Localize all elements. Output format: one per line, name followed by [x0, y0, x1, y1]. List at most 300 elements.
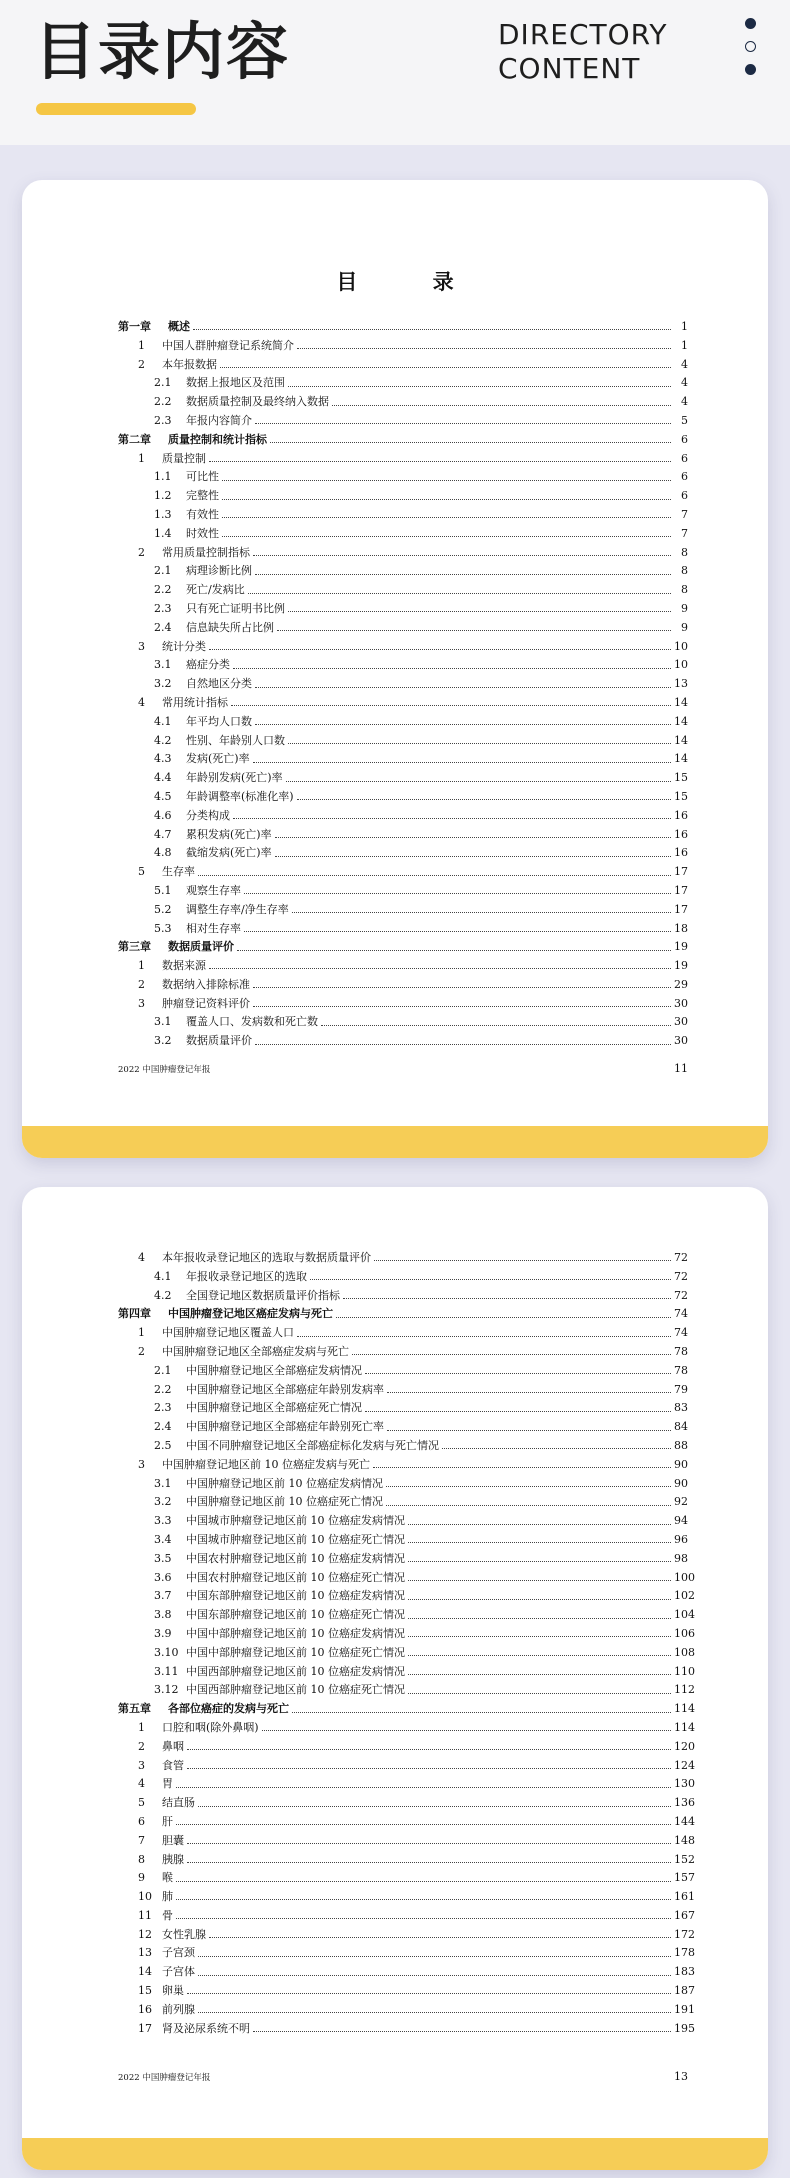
toc-entry-number: 5 [138, 865, 145, 879]
toc-entry-title: 有效性 [186, 507, 219, 521]
toc-entry-page: 6 [681, 470, 688, 484]
toc-entry-number: 3.2 [154, 677, 172, 691]
toc-entry-page: 106 [674, 1626, 695, 1640]
toc-entry [118, 1757, 695, 1776]
toc-dot-leader [231, 704, 671, 706]
toc-entry-page: 144 [674, 1814, 695, 1828]
toc-entry-number: 15 [138, 1984, 152, 1998]
toc-page-card-1 [22, 180, 768, 1158]
toc-entry [118, 412, 688, 431]
toc-dot-leader [193, 328, 671, 330]
toc-dot-leader [387, 1429, 671, 1431]
toc-entry-title: 中国人群肿瘤登记系统简介 [162, 338, 294, 352]
toc-entry-page: 157 [674, 1871, 695, 1885]
toc-dot-leader [275, 855, 671, 857]
toc-dot-leader [408, 1560, 671, 1562]
toc-entry-number: 4.1 [154, 1269, 172, 1283]
toc-dot-leader [387, 1391, 671, 1393]
toc-entry-number: 1 [138, 1326, 145, 1340]
toc-entry [118, 675, 688, 694]
toc-entry [118, 1851, 695, 1870]
toc-entry-title: 本年报收录登记地区的选取与数据质量评价 [162, 1251, 371, 1264]
toc-entry [118, 1268, 688, 1287]
toc-entry-title: 自然地区分类 [186, 677, 252, 691]
toc-entry-title: 分类构成 [186, 808, 230, 822]
toc-entry-title: 质量控制 [162, 451, 206, 465]
toc-dot-leader [237, 949, 671, 951]
toc-entry-title: 子宫体 [162, 1965, 195, 1979]
toc-entry [118, 1569, 695, 1588]
toc-entry-title: 胆囊 [162, 1833, 184, 1847]
toc-entry [118, 1362, 688, 1381]
toc-dot-leader [187, 1861, 671, 1863]
toc-entry-page: 17 [674, 883, 688, 897]
toc-entry [118, 562, 688, 581]
toc-entry-page: 114 [674, 1702, 695, 1716]
toc-entry [118, 1869, 695, 1888]
toc-entry [118, 1982, 695, 2001]
toc-entry-page: 110 [674, 1664, 695, 1678]
toc-dot-leader [255, 686, 671, 688]
page-title: 目录内容 [34, 15, 291, 88]
toc-entry-title: 癌症分类 [186, 658, 230, 672]
toc-dot-leader [248, 592, 671, 594]
toc-dot-leader [292, 1711, 671, 1713]
toc-entry-title: 相对生存率 [186, 921, 241, 935]
toc-entry-title: 数据上报地区及范围 [186, 376, 285, 390]
toc-entry-number: 2.2 [154, 395, 172, 409]
toc-entry-page: 30 [674, 996, 688, 1010]
toc-entry-title: 性别、年龄别人口数 [186, 733, 285, 747]
toc-entry-page: 178 [674, 1946, 695, 1960]
toc-entry [118, 656, 688, 675]
toc-entry [118, 1963, 695, 1982]
toc-entry-page: 14 [674, 714, 688, 728]
toc-dot-leader [222, 479, 671, 481]
toc-entry-title: 数据质量评价 [186, 1034, 252, 1048]
toc-entry-page: 92 [674, 1495, 688, 1509]
toc-entry [118, 393, 688, 412]
toc-dot-leader [220, 366, 671, 368]
toc-heading: 目 录 [336, 270, 488, 294]
toc-entry [118, 1013, 688, 1032]
toc-entry-number: 4.7 [154, 827, 172, 841]
toc-entry [118, 788, 688, 807]
toc-dot-leader [198, 1805, 671, 1807]
toc-entry-title: 生存率 [162, 865, 195, 879]
toc-entry-page: 72 [674, 1269, 688, 1283]
toc-entry-page: 30 [674, 1015, 688, 1029]
toc-dot-leader [336, 1316, 671, 1318]
toc-entry-page: 72 [674, 1288, 688, 1302]
toc-entry-page: 104 [674, 1608, 695, 1622]
toc-dot-leader [222, 535, 671, 537]
toc-entry-title: 中国东部肿瘤登记地区前 10 位癌症死亡情况 [186, 1608, 405, 1622]
toc-entry-title: 肺 [162, 1890, 173, 1904]
toc-entry [118, 1512, 688, 1531]
toc-dot-leader [176, 1898, 671, 1900]
toc-entry-number: 3.1 [154, 658, 172, 672]
toc-dot-leader [297, 1335, 671, 1337]
toc-entry [118, 1287, 688, 1306]
toc-entry-title: 年龄调整率(标准化率) [186, 789, 294, 803]
toc-entry-number: 1 [138, 338, 145, 352]
toc-entry-number: 3.5 [154, 1551, 172, 1565]
toc-entry [118, 1587, 695, 1606]
toc-entry [118, 844, 688, 863]
toc-dot-leader [253, 554, 671, 556]
toc-entry-title: 各部位癌症的发病与死亡 [168, 1702, 289, 1716]
toc-entry [118, 1775, 695, 1794]
toc-dot-leader [255, 573, 671, 575]
toc-dot-leader [332, 404, 671, 406]
toc-entry-number: 8 [138, 1852, 145, 1866]
toc-dot-leader [187, 1992, 671, 1994]
toc-entry-page: 195 [674, 2021, 695, 2035]
toc-dot-leader [209, 967, 671, 969]
toc-dot-leader [343, 1297, 671, 1299]
toc-entry-title: 中国肿瘤登记地区全部癌症发病与死亡 [162, 1344, 349, 1358]
toc-dot-leader [253, 1005, 671, 1007]
toc-entry-title: 中国农村肿瘤登记地区前 10 位癌症发病情况 [186, 1551, 405, 1565]
toc-entry-number: 2.3 [154, 1401, 172, 1415]
toc-entry-number: 4.5 [154, 789, 172, 803]
toc-entry [118, 1719, 695, 1738]
toc-dot-leader [262, 1729, 671, 1731]
toc-entry-number: 3.12 [154, 1683, 179, 1697]
toc-entry-page: 9 [681, 601, 688, 615]
toc-dot-leader [198, 1955, 671, 1957]
toc-entry [118, 920, 688, 939]
toc-entry [118, 374, 688, 393]
toc-entry-page: 78 [674, 1344, 688, 1358]
toc-dot-leader [408, 1541, 671, 1543]
toc-entry [118, 356, 688, 375]
toc-entry-number: 14 [138, 1965, 152, 1979]
toc-entry-page: 114 [674, 1720, 695, 1734]
toc-dot-leader [386, 1504, 671, 1506]
toc-entry-title: 常用统计指标 [162, 695, 228, 709]
toc-entry-title: 时效性 [186, 526, 219, 540]
toc-entry-number: 6 [138, 1814, 145, 1828]
toc-entry-title: 女性乳腺 [162, 1927, 206, 1941]
toc-entry [118, 1794, 695, 1813]
toc-entry-title: 中国肿瘤登记地区全部癌症发病情况 [186, 1363, 362, 1377]
toc-entry [118, 468, 688, 487]
toc-entry-number: 5.1 [154, 883, 172, 897]
toc-entry-title: 可比性 [186, 470, 219, 484]
toc-entry-title: 年平均人口数 [186, 714, 252, 728]
toc-chapter-entry [118, 1700, 695, 1719]
toc-dot-leader [408, 1617, 671, 1619]
page-footer [118, 2070, 688, 2083]
page-title-english [498, 18, 667, 86]
toc-entry-page: 152 [674, 1852, 695, 1866]
toc-entry-page: 13 [674, 677, 688, 691]
toc-entry [118, 1456, 688, 1475]
toc-entry-title: 中国东部肿瘤登记地区前 10 位癌症发病情况 [186, 1589, 405, 1603]
toc-entry [118, 995, 688, 1014]
toc-entry-title: 死亡/发病比 [186, 583, 245, 597]
toc-dot-leader [408, 1579, 671, 1581]
toc-entry-title: 年报内容简介 [186, 413, 252, 427]
toc-dot-leader [386, 1485, 671, 1487]
toc-dot-leader [198, 874, 671, 876]
toc-entry-title: 本年报数据 [162, 357, 217, 371]
toc-dot-leader [198, 2011, 671, 2013]
toc-entry-title: 数据纳入排除标准 [162, 977, 250, 991]
toc-list [118, 1249, 695, 2038]
toc-entry-page: 88 [674, 1438, 688, 1452]
toc-entry-number: 2.4 [154, 620, 172, 634]
toc-entry-page: 10 [674, 639, 688, 653]
toc-entry [118, 1531, 688, 1550]
toc-entry-page: 78 [674, 1363, 688, 1377]
toc-entry-title: 中国肿瘤登记地区全部癌症死亡情况 [186, 1401, 362, 1415]
toc-entry-title: 胃 [162, 1777, 173, 1791]
toc-entry-title: 信息缺失所占比例 [186, 620, 274, 634]
toc-entry-page: 18 [674, 921, 688, 935]
toc-dot-leader [374, 1259, 671, 1261]
toc-entry-page: 94 [674, 1514, 688, 1528]
toc-entry-number: 13 [138, 1946, 152, 1960]
toc-entry-title: 年龄别发病(死亡)率 [186, 771, 283, 785]
toc-entry [118, 1249, 688, 1268]
toc-entry-page: 4 [681, 357, 688, 371]
toc-entry-page: 19 [674, 959, 688, 973]
toc-dot-leader [244, 930, 671, 932]
toc-entry-title: 概述 [168, 320, 190, 333]
toc-entry-number: 2.1 [154, 376, 172, 390]
toc-entry-title: 完整性 [186, 489, 219, 503]
toc-entry [118, 769, 688, 788]
toc-entry-page: 183 [674, 1965, 695, 1979]
toc-entry-title: 中国中部肿瘤登记地区前 10 位癌症发病情况 [186, 1626, 405, 1640]
toc-entry-page: 17 [674, 865, 688, 879]
toc-entry-title: 中国肿瘤登记地区前 10 位癌症死亡情况 [186, 1495, 383, 1509]
toc-entry-number: 2 [138, 1344, 145, 1358]
toc-entry-title: 只有死亡证明书比例 [186, 601, 285, 615]
dot-filled-icon [745, 18, 756, 29]
toc-entry-page: 136 [674, 1796, 695, 1810]
toc-dot-leader [408, 1635, 671, 1637]
toc-entry-number: 4.4 [154, 771, 172, 785]
toc-dot-leader [408, 1654, 671, 1656]
toc-entry-page: 14 [674, 733, 688, 747]
toc-entry-title: 截缩发病(死亡)率 [186, 846, 272, 860]
toc-entry-page: 17 [674, 902, 688, 916]
toc-entry-page: 9 [681, 620, 688, 634]
toc-entry-title: 累积发病(死亡)率 [186, 827, 272, 841]
toc-entry-page: 90 [674, 1476, 688, 1490]
toc-dot-leader [270, 441, 671, 443]
toc-dot-leader [275, 836, 671, 838]
toc-dot-leader [321, 1024, 671, 1026]
toc-entry-number: 1.1 [154, 470, 172, 484]
toc-entry-page: 120 [674, 1739, 695, 1753]
toc-chapter-entry [118, 318, 688, 337]
toc-dot-leader [408, 1523, 671, 1525]
toc-entry-number: 4.1 [154, 714, 172, 728]
toc-entry-page: 167 [674, 1908, 695, 1922]
toc-entry-number: 3.6 [154, 1570, 172, 1584]
toc-page-card-2 [22, 1187, 768, 2170]
toc-entry-title: 中国城市肿瘤登记地区前 10 位癌症发病情况 [186, 1514, 405, 1528]
toc-dot-leader [365, 1372, 671, 1374]
toc-entry-number: 3.7 [154, 1589, 172, 1603]
toc-entry-title: 常用质量控制指标 [162, 545, 250, 559]
toc-entry-page: 16 [674, 846, 688, 860]
toc-entry [118, 713, 688, 732]
toc-dot-leader [297, 798, 671, 800]
toc-entry-page: 191 [674, 2002, 695, 2016]
toc-entry-number: 2 [138, 545, 145, 559]
toc-dot-leader [310, 1278, 671, 1280]
toc-entry-page: 6 [681, 489, 688, 503]
toc-entry-title: 中国肿瘤登记地区全部癌症年龄别死亡率 [186, 1420, 384, 1434]
toc-entry-number: 7 [138, 1833, 145, 1847]
toc-dot-leader [222, 498, 671, 500]
toc-entry [118, 1813, 695, 1832]
toc-dot-leader [253, 986, 671, 988]
toc-entry-number: 3.2 [154, 1495, 172, 1509]
toc-entry-number: 2.1 [154, 1363, 172, 1377]
toc-entry-number: 10 [138, 1890, 152, 1904]
toc-entry [118, 807, 688, 826]
toc-entry-page: 4 [681, 395, 688, 409]
toc-entry [118, 901, 688, 920]
toc-entry-number: 4.2 [154, 733, 172, 747]
toc-entry-number: 3.10 [154, 1645, 179, 1659]
toc-entry-page: 98 [674, 1551, 688, 1565]
toc-entry [118, 1681, 695, 1700]
toc-entry-number: 1 [138, 1720, 145, 1734]
toc-entry [118, 487, 688, 506]
toc-entry [118, 619, 688, 638]
toc-entry [118, 1644, 695, 1663]
toc-entry-page: 84 [674, 1420, 688, 1434]
toc-chapter-entry [118, 431, 688, 450]
footer-book-title: 2022 中国肿瘤登记年报 [118, 1065, 211, 1075]
toc-entry-number: 3.3 [154, 1514, 172, 1528]
toc-entry [118, 1663, 695, 1682]
page-header [0, 0, 790, 145]
toc-dot-leader [373, 1466, 671, 1468]
toc-entry-page: 16 [674, 808, 688, 822]
toc-entry-number: 3 [138, 639, 145, 653]
toc-entry-number: 5.3 [154, 921, 172, 935]
toc-entry-number: 2.2 [154, 583, 172, 597]
toc-entry-title: 观察生存率 [186, 883, 241, 897]
toc-entry-title: 中国西部肿瘤登记地区前 10 位癌症发病情况 [186, 1664, 405, 1678]
toc-entry [118, 863, 688, 882]
toc-entry [118, 1437, 688, 1456]
toc-entry-number: 11 [138, 1908, 152, 1922]
toc-entry-page: 6 [681, 451, 688, 465]
toc-dot-leader [187, 1767, 671, 1769]
toc-entry-page: 96 [674, 1532, 688, 1546]
toc-entry-number: 3 [138, 1758, 145, 1772]
toc-entry-number: 9 [138, 1871, 145, 1885]
toc-entry-number: 2.3 [154, 601, 172, 615]
toc-entry [118, 506, 688, 525]
toc-entry-page: 108 [674, 1645, 695, 1659]
toc-entry-page: 130 [674, 1777, 695, 1791]
toc-dot-leader [253, 761, 671, 763]
toc-entry [118, 1606, 695, 1625]
toc-entry-number: 2.3 [154, 413, 172, 427]
toc-dot-leader [176, 1823, 671, 1825]
toc-entry-title: 全国登记地区数据质量评价指标 [186, 1288, 340, 1302]
toc-dot-leader [176, 1917, 671, 1919]
toc-entry [118, 1926, 695, 1945]
toc-entry-title: 数据质量评价 [168, 940, 234, 954]
toc-entry-number: 1 [138, 959, 145, 973]
toc-dot-leader [255, 723, 671, 725]
toc-entry-title: 喉 [162, 1871, 173, 1885]
toc-entry [118, 1399, 688, 1418]
toc-entry-title: 统计分类 [162, 639, 206, 653]
toc-entry-number: 4.2 [154, 1288, 172, 1302]
toc-entry-number: 第三章 [118, 940, 151, 954]
toc-entry-page: 4 [681, 376, 688, 390]
toc-entry [118, 1944, 695, 1963]
toc-entry-page: 19 [674, 940, 688, 954]
toc-dot-leader [288, 385, 671, 387]
toc-dot-leader [277, 629, 671, 631]
toc-dot-leader [187, 1842, 671, 1844]
toc-entry-page: 14 [674, 695, 688, 709]
toc-entry-page: 124 [674, 1758, 695, 1772]
toc-entry [118, 1550, 688, 1569]
toc-entry-number: 2 [138, 1739, 145, 1753]
toc-entry-page: 79 [674, 1382, 688, 1396]
toc-entry-number: 16 [138, 2002, 152, 2016]
toc-entry-page: 15 [674, 789, 688, 803]
dot-filled-icon [745, 64, 756, 75]
toc-entry-number: 17 [138, 2021, 152, 2035]
toc-dot-leader [176, 1786, 671, 1788]
toc-chapter-entry [118, 938, 688, 957]
toc-entry-number: 2.2 [154, 1382, 172, 1396]
toc-dot-leader [209, 1936, 671, 1938]
toc-entry-title: 中国不同肿瘤登记地区全部癌症标化发病与死亡情况 [186, 1438, 439, 1452]
toc-entry-page: 148 [674, 1833, 695, 1847]
toc-entry-page: 10 [674, 658, 688, 672]
toc-entry-page: 74 [674, 1326, 688, 1340]
toc-entry-title: 中国城市肿瘤登记地区前 10 位癌症死亡情况 [186, 1532, 405, 1546]
toc-entry [118, 976, 688, 995]
toc-entry [118, 337, 688, 356]
toc-dot-leader [292, 911, 671, 913]
toc-entry-number: 1.3 [154, 507, 172, 521]
toc-entry-title: 覆盖人口、发病数和死亡数 [186, 1015, 318, 1029]
toc-entry-title: 口腔和咽(除外鼻咽) [162, 1720, 259, 1734]
toc-entry-title: 中国肿瘤登记地区前 10 位癌症发病与死亡 [162, 1457, 370, 1471]
toc-entry-title: 肝 [162, 1814, 173, 1828]
toc-entry-number: 3 [138, 1457, 145, 1471]
toc-list [118, 318, 688, 1051]
toc-entry-page: 8 [681, 564, 688, 578]
toc-entry [118, 1381, 688, 1400]
toc-dot-leader [222, 516, 671, 518]
toc-entry-title: 食管 [162, 1758, 184, 1772]
toc-entry [118, 544, 688, 563]
toc-entry-number: 4 [138, 695, 145, 709]
toc-entry-title: 胰腺 [162, 1852, 184, 1866]
toc-entry-page: 16 [674, 827, 688, 841]
card-footer-bar [22, 2138, 768, 2170]
